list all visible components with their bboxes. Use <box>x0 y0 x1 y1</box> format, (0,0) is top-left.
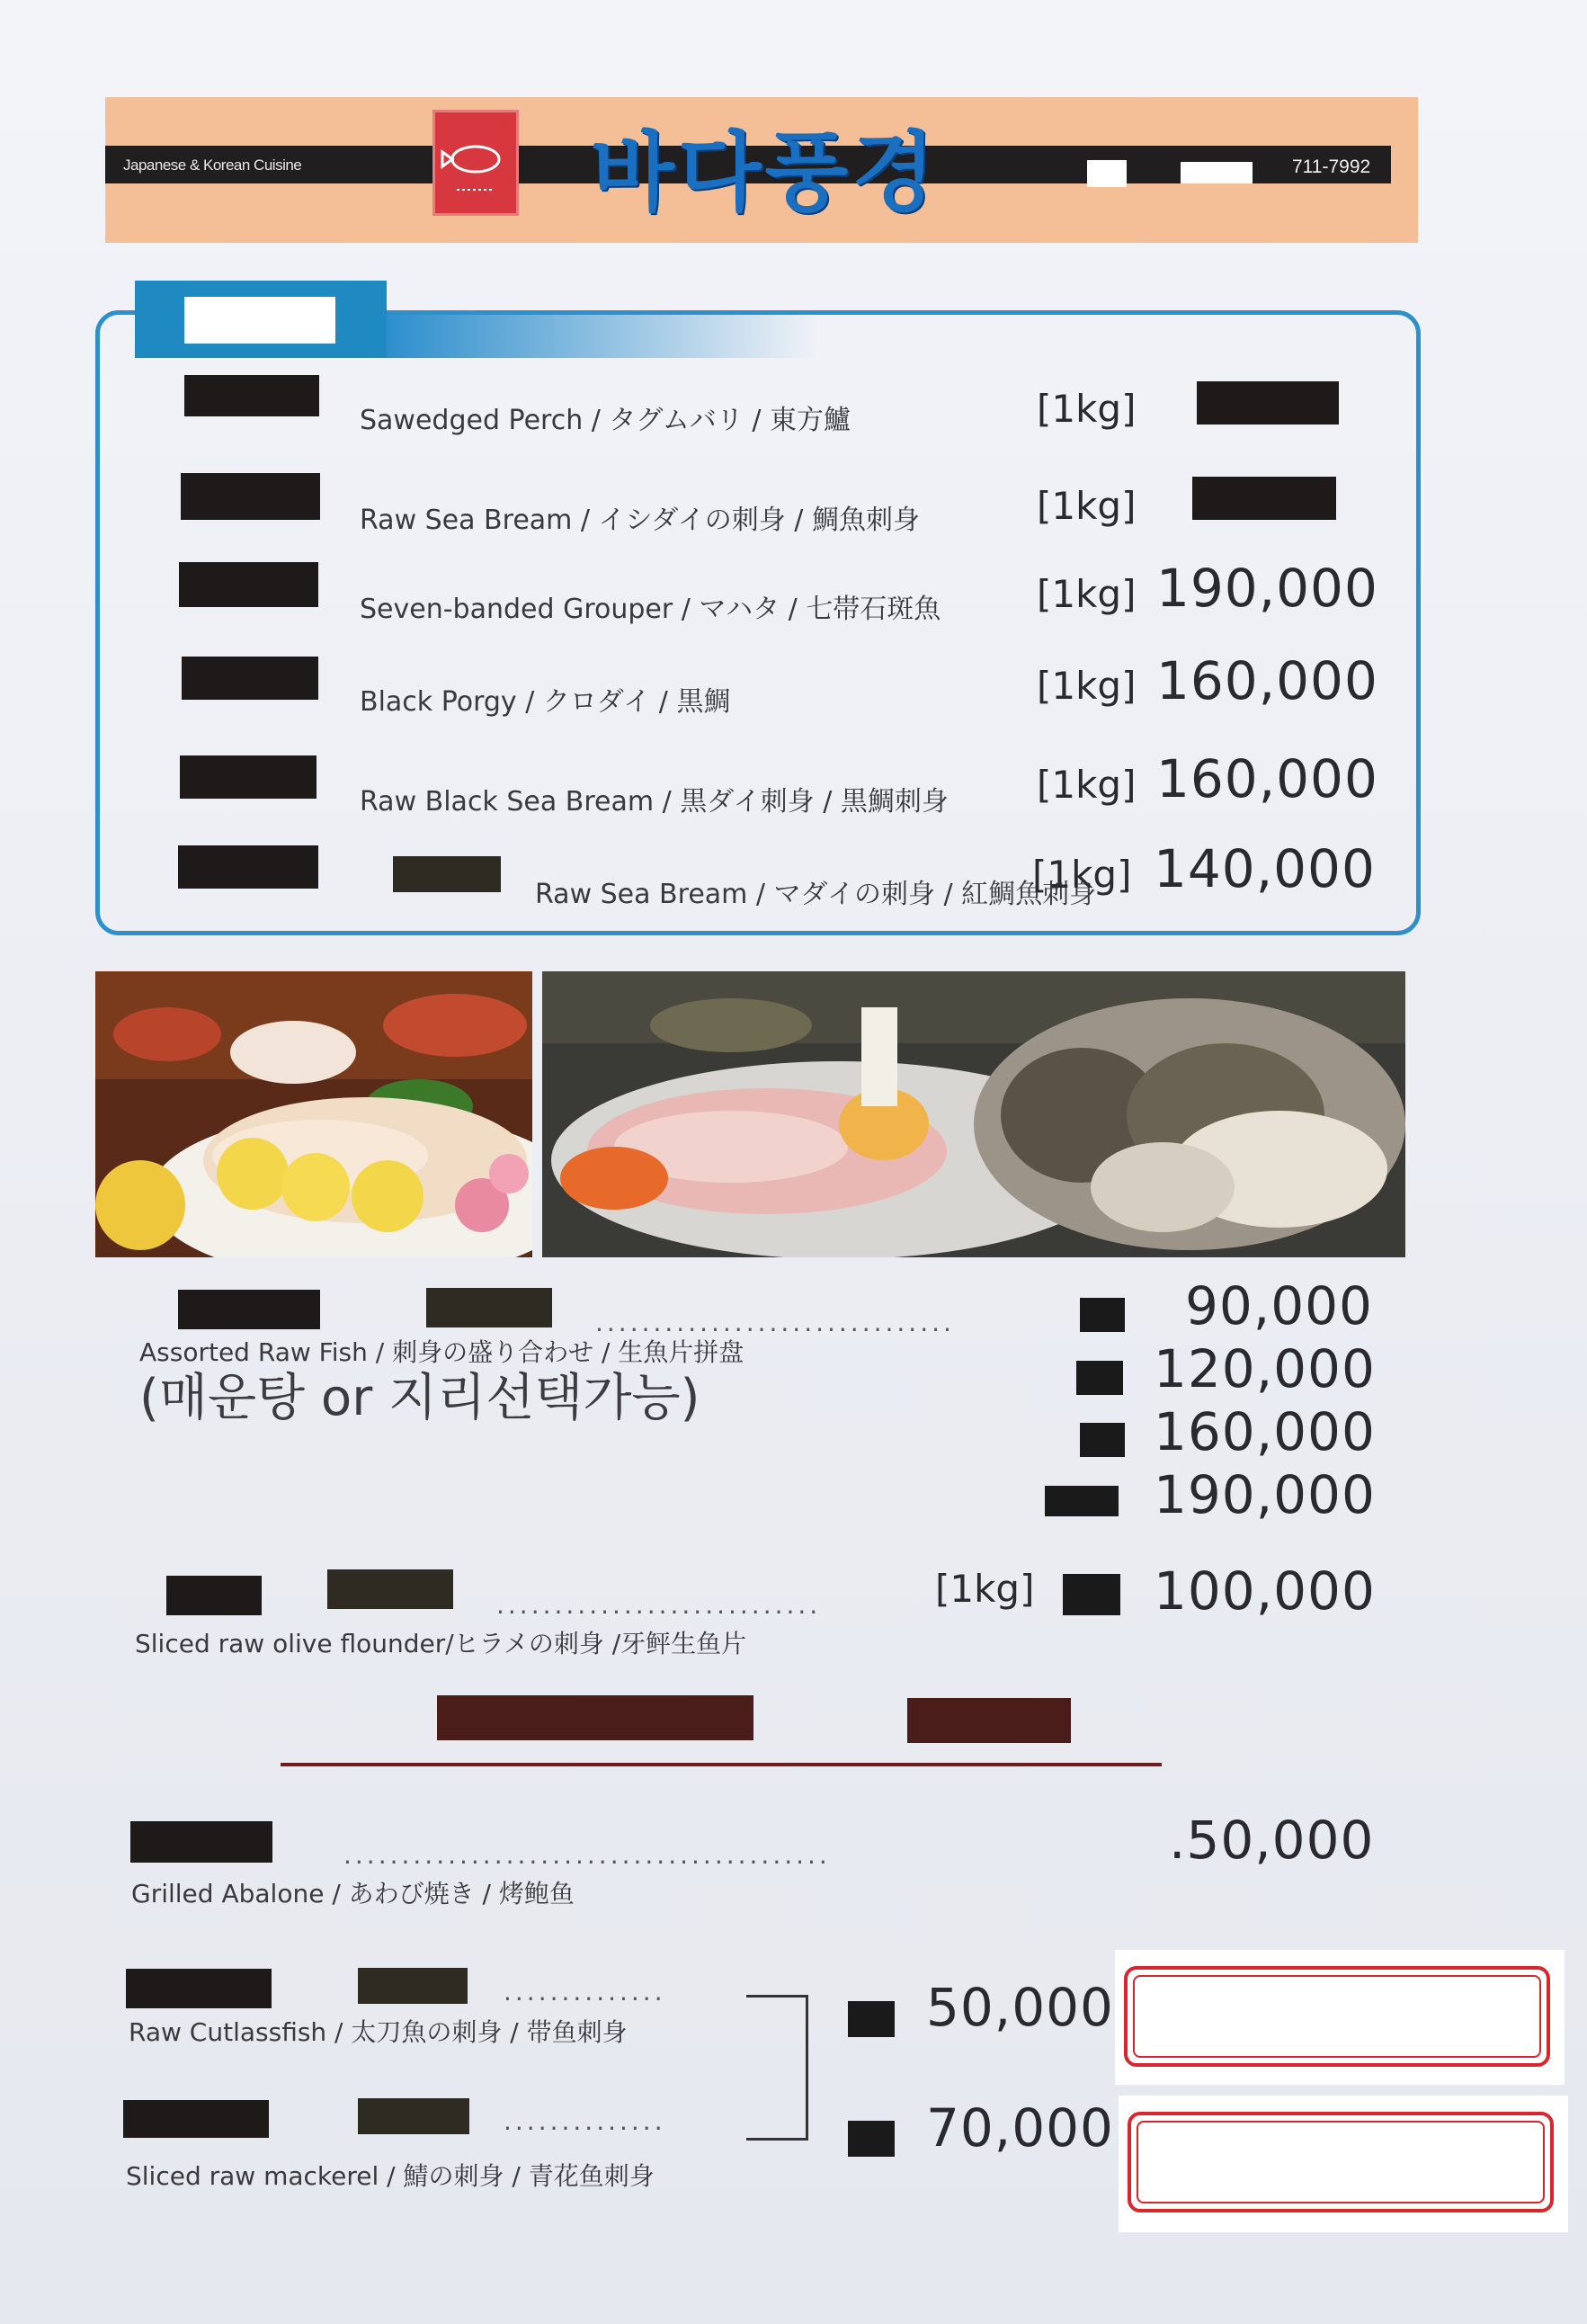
redaction <box>358 1968 468 2004</box>
redaction <box>907 1698 1071 1743</box>
menu-item-price: 100,000 <box>1154 1560 1376 1622</box>
soup-option-note: (매운탕 or 지리선택가능) <box>139 1369 700 1427</box>
menu-item-unit: [1kg] <box>1037 572 1137 616</box>
redaction <box>1192 477 1336 520</box>
size-bullet <box>1045 1486 1119 1516</box>
redaction <box>180 755 317 799</box>
redaction <box>426 1288 552 1327</box>
menu-item-name: Black Porgy / クロダイ / 黒鯛 <box>360 686 731 718</box>
redaction <box>1087 160 1127 187</box>
menu-item-price: 70,000 <box>926 2097 1114 2159</box>
size-bullet <box>848 2001 895 2037</box>
price-sticker <box>1115 1950 1565 2085</box>
menu-item-price: 140,000 <box>1154 838 1376 899</box>
redaction <box>126 1969 272 2008</box>
menu-item-name: Sliced raw olive flounder/ヒラメの刺身 /牙鲆生鱼片 <box>135 1629 747 1658</box>
menu-item-unit: [1kg] <box>1037 664 1137 708</box>
size-bullet <box>848 2121 895 2157</box>
cuisine-subtitle: Japanese & Korean Cuisine <box>123 156 302 174</box>
price-sticker <box>1119 2096 1568 2232</box>
restaurant-name: 바다풍경 <box>591 122 939 223</box>
menu-item-unit: [1kg] <box>1037 763 1137 807</box>
menu-item-name: Raw Sea Bream / マダイの刺身 / 紅鯛魚刺身 <box>535 879 1097 910</box>
phone-number: 711-7992 <box>1292 156 1371 177</box>
redaction <box>178 1290 320 1329</box>
size-bullet <box>1076 1361 1123 1395</box>
leader-dots: ............................... <box>595 1308 955 1337</box>
leader-dots: .............. <box>504 1977 666 2007</box>
menu-item-price: 160,000 <box>1156 650 1378 711</box>
redaction <box>1181 162 1253 183</box>
group-bracket <box>746 1995 808 2141</box>
redaction <box>358 2098 469 2134</box>
fish-logo-icon <box>432 110 519 216</box>
menu-item-price: 120,000 <box>1154 1338 1376 1399</box>
menu-item-name: Seven-banded Grouper / マハタ / 七帯石斑魚 <box>360 594 941 625</box>
box-tab-fade <box>387 315 818 358</box>
redaction <box>179 562 318 607</box>
size-bullet <box>1063 1574 1120 1615</box>
sashimi-photo-left <box>95 971 532 1257</box>
menu-item-name: Grilled Abalone / あわび焼き / 烤鲍鱼 <box>131 1879 575 1908</box>
section-divider <box>281 1763 1162 1766</box>
redaction <box>166 1576 262 1615</box>
redaction <box>130 1821 272 1863</box>
menu-item-price: 90,000 <box>1185 1275 1373 1336</box>
sticker-border-inner <box>1133 1975 1541 2058</box>
sashimi-photo-right <box>542 971 1405 1257</box>
menu-item-name: Sliced raw mackerel / 鯖の刺身 / 青花鱼刺身 <box>126 2161 655 2191</box>
redaction <box>184 375 319 416</box>
size-bullet <box>1080 1298 1125 1332</box>
menu-item-unit: [1kg] <box>1032 853 1132 897</box>
leader-dots: ............................ <box>496 1590 822 1620</box>
menu-item-name: Raw Cutlassfish / 太刀魚の刺身 / 带鱼刺身 <box>129 2017 628 2047</box>
menu-item-unit: [1kg] <box>935 1567 1035 1611</box>
redaction <box>182 657 318 700</box>
redaction <box>1197 381 1339 425</box>
menu-item-price: 190,000 <box>1154 1464 1376 1525</box>
redaction <box>178 845 318 889</box>
menu-item-name: Sawedged Perch / タグムバリ / 東方鱸 <box>360 405 851 436</box>
menu-item-unit: [1kg] <box>1037 484 1137 528</box>
redaction <box>184 297 335 344</box>
sticker-border-inner <box>1137 2121 1545 2203</box>
size-bullet <box>1080 1423 1125 1457</box>
redaction <box>123 2100 269 2138</box>
menu-item-price: 160,000 <box>1154 1401 1376 1462</box>
leader-dots: .............. <box>504 2106 666 2136</box>
menu-item-name: Raw Sea Bream / イシダイの刺身 / 鯛魚刺身 <box>360 505 920 536</box>
redaction <box>393 856 501 892</box>
leader-dots: .......................................... <box>343 1840 831 1870</box>
redaction <box>327 1569 453 1609</box>
menu-item-price: 50,000 <box>926 1977 1114 2038</box>
menu-item-price: .50,000 <box>1169 1810 1375 1871</box>
menu-item-name: Raw Black Sea Bream / 黒ダイ刺身 / 黒鯛刺身 <box>360 786 949 818</box>
menu-item-price: 190,000 <box>1156 558 1378 619</box>
redaction <box>437 1695 753 1740</box>
menu-item-price: 160,000 <box>1156 748 1378 809</box>
header-banner <box>105 97 1418 243</box>
menu-item-unit: [1kg] <box>1037 387 1137 431</box>
menu-item-name: Assorted Raw Fish / 刺身の盛り合わせ / 生魚片拼盘 <box>139 1337 744 1367</box>
redaction <box>181 473 320 520</box>
